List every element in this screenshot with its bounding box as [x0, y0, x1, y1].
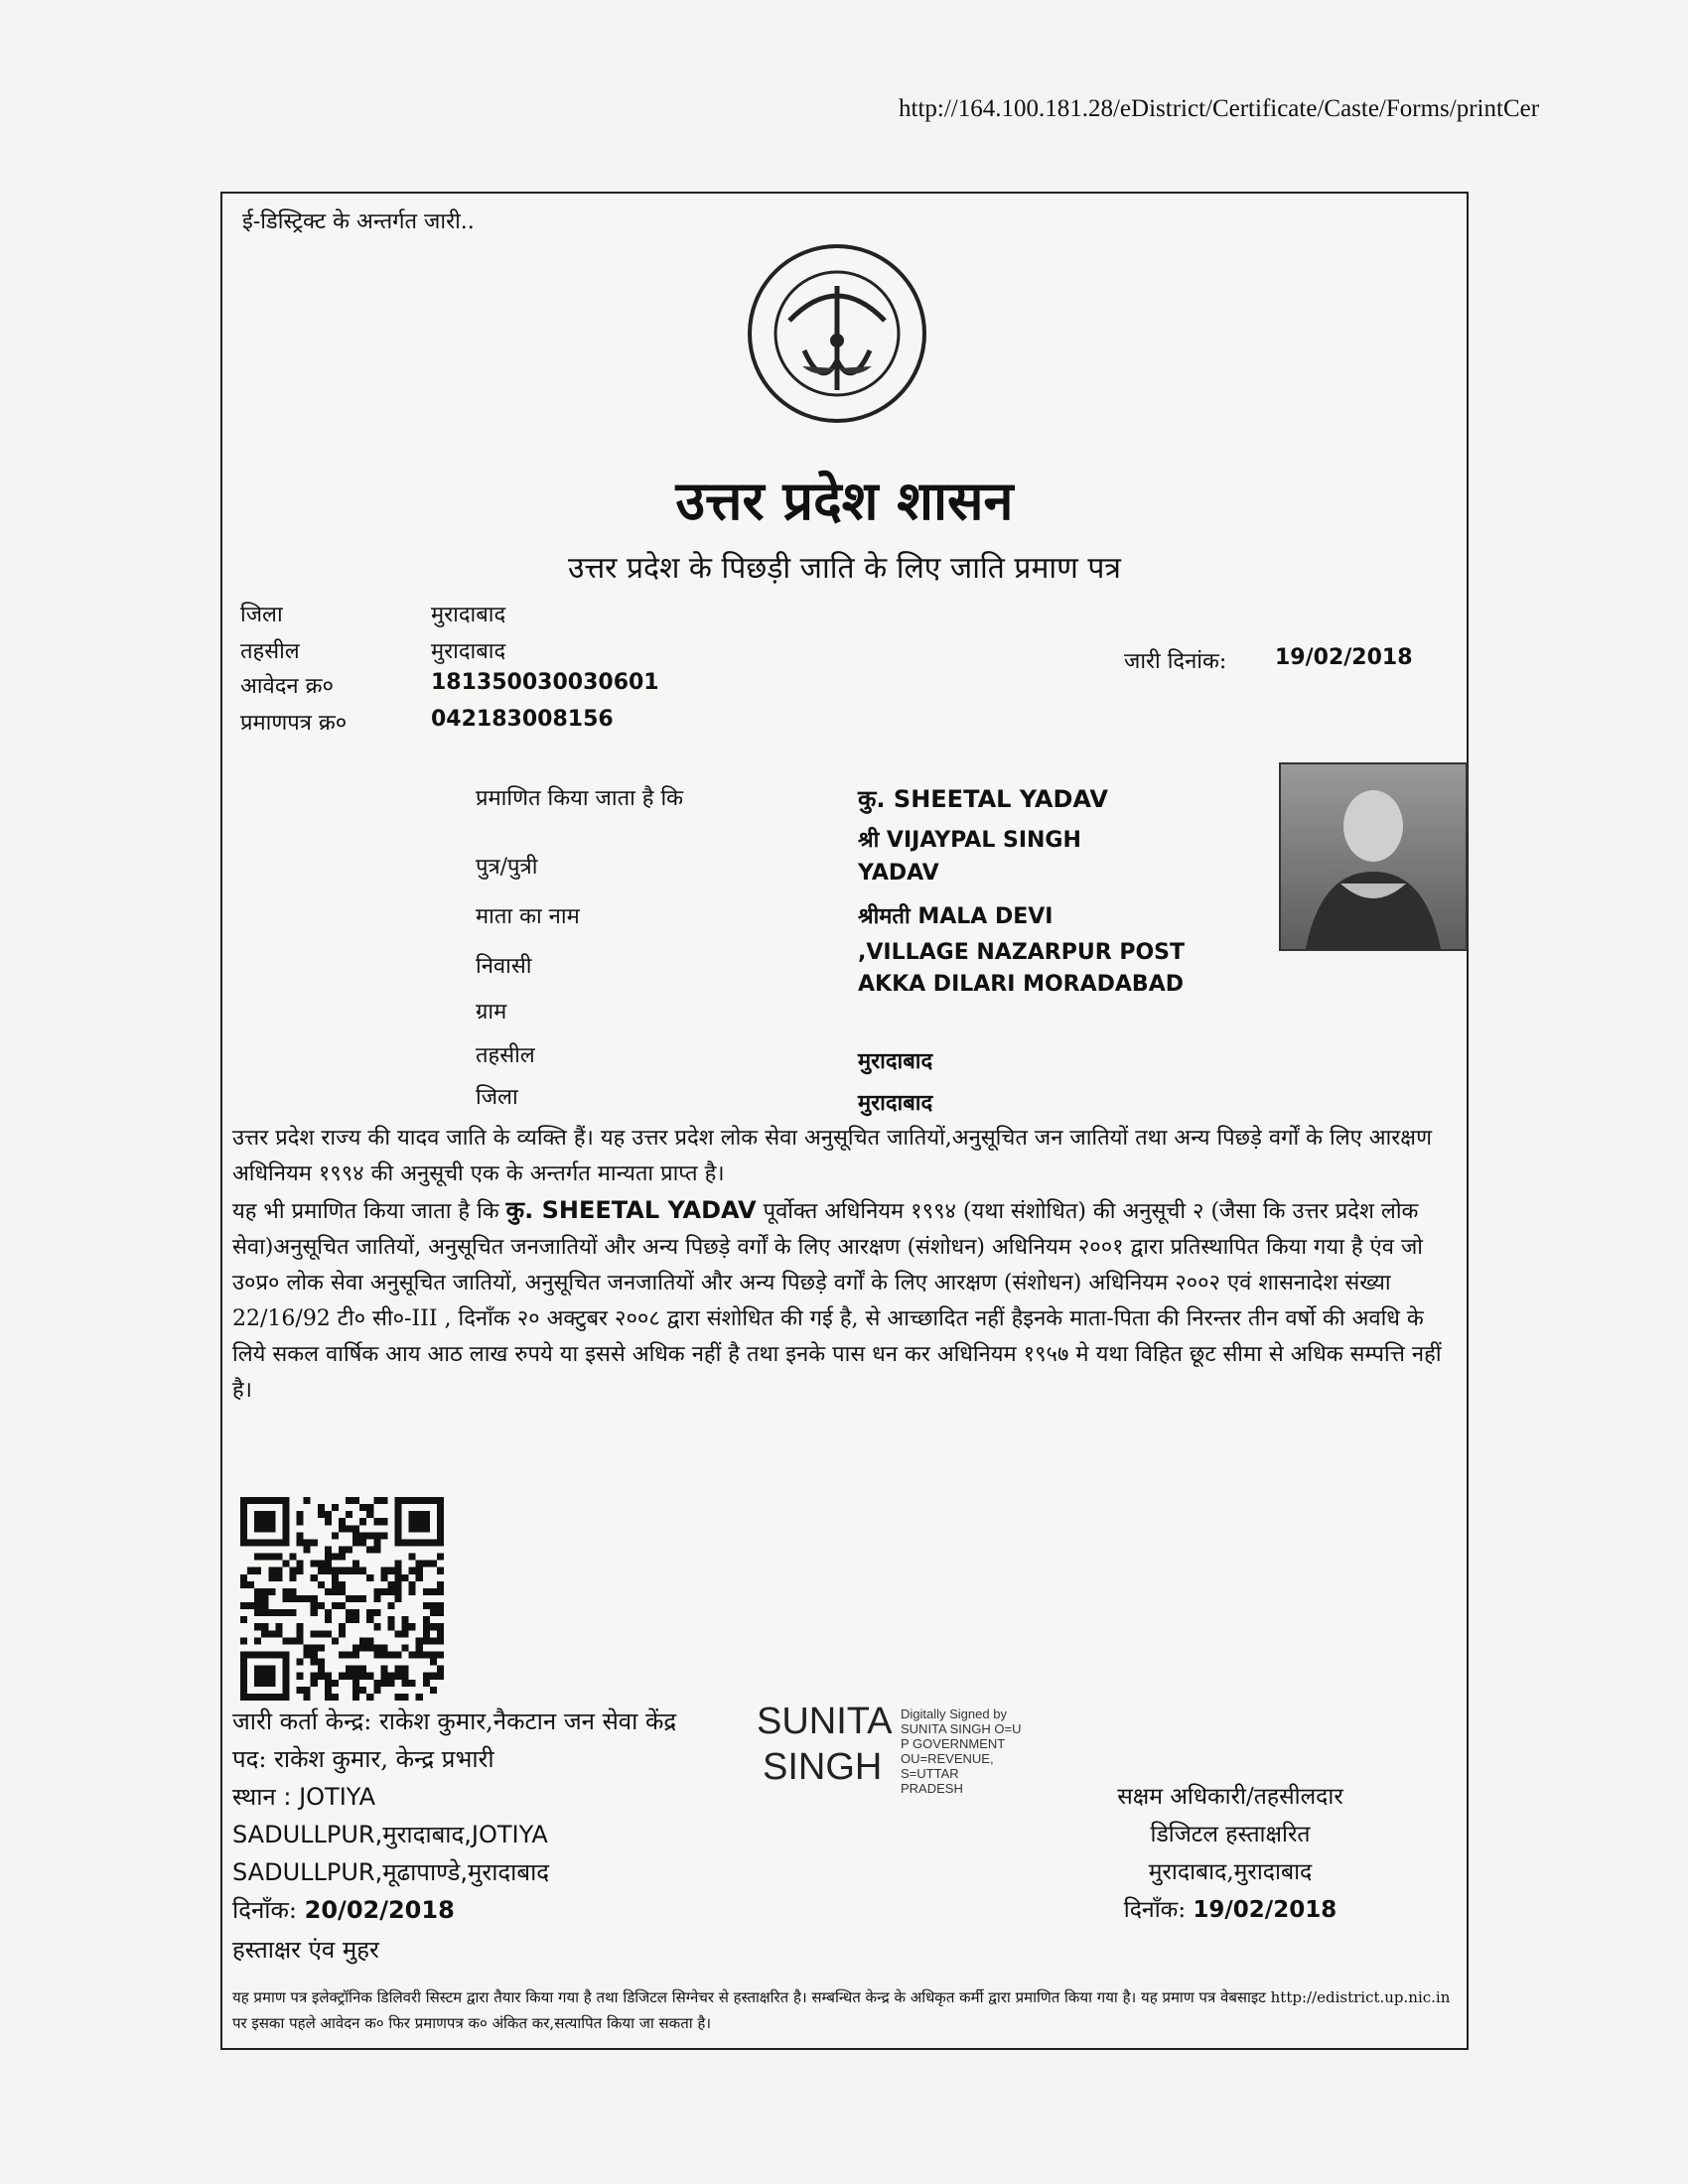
- issuer-date: [232, 1893, 455, 1926]
- issue-date-label: जारी दिनांक:: [1124, 649, 1227, 674]
- person-silhouette-icon: [1281, 764, 1466, 949]
- applicant-name: कु. SHEETAL YADAV: [858, 785, 1108, 813]
- resident-label: निवासी: [476, 954, 532, 979]
- issuer-place-2: SADULLPUR,मुरादाबाद,JOTIYA: [232, 1821, 548, 1848]
- issuer-designation: पद: राकेश कुमार, केन्द्र प्रभारी: [232, 1745, 494, 1773]
- statement-prefix: यह भी प्रमाणित किया जाता है कि: [232, 1199, 499, 1224]
- father-name-line-2: YADAV: [858, 861, 939, 886]
- authority-block: [1066, 1778, 1394, 1929]
- certificate-subtitle: उत्तर प्रदेश के पिछड़ी जाति के लिए जाति प्रमाण पत्र: [568, 551, 1121, 586]
- certificate-number-label: प्रमाणपत्र क्र०: [240, 711, 348, 736]
- certify-label: प्रमाणित किया जाता है कि: [476, 786, 684, 811]
- resident-line-1: ,VILLAGE NAZARPUR POST: [858, 940, 1186, 965]
- father-name-line-1: श्री VIJAYPAL SINGH: [858, 828, 1081, 853]
- district-label: जिला: [240, 603, 283, 627]
- issuer-place-3: SADULLPUR,मूढापाण्डे,मुरादाबाद: [232, 1858, 550, 1886]
- signer-name-2: SINGH: [763, 1746, 883, 1788]
- certificate-heading: उत्तर प्रदेश शासन: [675, 469, 1014, 532]
- statement-body: पूर्वोक्त अधिनियम १९९४ (यथा संशोधित) की अनुसूची २ (जैसा कि उत्तर प्रदेश लोक सेवा)अनुसूचित जातियों, अनुसूचित जनजातियों और अन्य पिछड़े वर्गों के लिए आरक्षण (संशोधन) अधिनियम २००१ द्वारा प्रतिस्थापित किया गया है एंव जो उ०प्र० लोक सेवा अनुसूचित जातियों, अनुसूचित जनजातियों और अन्य पिछड़े वर्गों के लिए आरक्षण (संशोधन) अधिनियम २००२ एवं शासनादेश संख्या 22/16/92 टी० सी०-III , दिनाँक २० अक्टुबर २००८ द्वारा संशोधित की गई है, से आच्छादित नहीं हैइनके माता-पिता की निरन्तर तीन वर्षो की अवधि के लिये सकल वार्षिक आय आठ लाख रुपये या इससे अधिक नहीं है तथा इनके पास धन कर अधिनियम १९५७ मे यथा विहित छूट सीमा से अधिक सम्पत्ति नहीं है।: [232, 1199, 1442, 1403]
- authority-title: सक्षम अधिकारी/तहसीलदार: [1117, 1784, 1343, 1810]
- statement-applicant-name: कु. SHEETAL YADAV: [505, 1196, 757, 1224]
- issuer-place-1: स्थान : JOTIYA: [232, 1783, 375, 1811]
- certificate-number-value: 042183008156: [431, 707, 614, 732]
- certificate: [220, 192, 1469, 2050]
- details-tehsil-value: मुरादाबाद: [858, 1049, 933, 1074]
- issued-under-text: ई-डिस्ट्रिक्ट के अन्तर्गत जारी..: [242, 209, 475, 234]
- signer-name-1: SUNITA: [757, 1701, 893, 1742]
- mother-name: श्रीमती MALA DEVI: [858, 904, 1054, 929]
- signature-seal-label: हस्ताक्षर एंव मुहर: [232, 1936, 379, 1964]
- application-number-value: 181350030030601: [431, 670, 659, 695]
- mother-label: माता का नाम: [476, 904, 580, 929]
- details-district-label: जिला: [476, 1085, 518, 1110]
- tehsil-label: तहसील: [240, 639, 300, 664]
- district-value: मुरादाबाद: [431, 603, 506, 627]
- authority-date-label: दिनाँक:: [1123, 1897, 1187, 1923]
- creamy-layer-statement: [232, 1192, 1454, 1409]
- village-label: ग्राम: [476, 1000, 507, 1024]
- caste-statement: उत्तर प्रदेश राज्य की यादव जाति के व्यक्ति हैं। यह उत्तर प्रदेश लोक सेवा अनुसूचित जातियों,अनुसूचित जन जातियों तथा अन्य पिछड़े वर्गों के लिए आरक्षण अधिनियम १९९४ की अनुसूची एक के अन्तर्गत मान्यता प्राप्त है।: [232, 1126, 1432, 1186]
- son-daughter-label: पुत्र/पुत्री: [476, 855, 538, 880]
- authority-date-value: 19/02/2018: [1193, 1897, 1337, 1923]
- up-emblem-icon: [745, 241, 929, 426]
- authority-date: [1066, 1891, 1394, 1929]
- details-district-value: मुरादाबाद: [858, 1091, 933, 1116]
- authority-place: मुरादाबाद,मुरादाबाद: [1148, 1859, 1313, 1885]
- tehsil-value: मुरादाबाद: [431, 639, 506, 664]
- issuer-center: जारी कर्ता केन्द्र: राकेश कुमार,नैकटान जन सेवा केंद्र: [232, 1707, 677, 1735]
- issuer-date-label: दिनाँक:: [232, 1896, 298, 1924]
- resident-line-2: AKKA DILARI MORADABAD: [858, 972, 1184, 997]
- verification-footer: यह प्रमाण पत्र इलेक्ट्रॉनिक डिलिवरी सिस्टम द्वारा तैयार किया गया है तथा डिजिटल सिग्नेचर से हस्ताक्षरित है। सम्बन्धित केन्द्र के अधिकृत कर्मी द्वारा प्रमाणित किया गया है। यह प्रमाण पत्र वेबसाइट http://edistrict.up.nic.in पर इसका पहले आवेदन क० फिर प्रमाणपत्र क० अंकित कर,सत्यापित किया जा सकता है।: [232, 1988, 1451, 2032]
- qr-code: [240, 1497, 444, 1701]
- issuer-date-value: 20/02/2018: [304, 1896, 455, 1924]
- issue-date-value: 19/02/2018: [1275, 645, 1413, 670]
- digital-signature-details: Digitally Signed by SUNITA SINGH O=U P GOVERNMENT OU=REVENUE, S=UTTAR PRADESH: [901, 1706, 1022, 1796]
- applicant-photo: [1279, 762, 1468, 951]
- authority-digital: डिजिटल हस्ताक्षरित: [1150, 1822, 1311, 1847]
- application-number-label: आवेदन क्र०: [240, 674, 334, 699]
- details-tehsil-label: तहसील: [476, 1043, 535, 1068]
- source-url: http://164.100.181.28/eDistrict/Certificate/Caste/Forms/printCer: [899, 95, 1540, 122]
